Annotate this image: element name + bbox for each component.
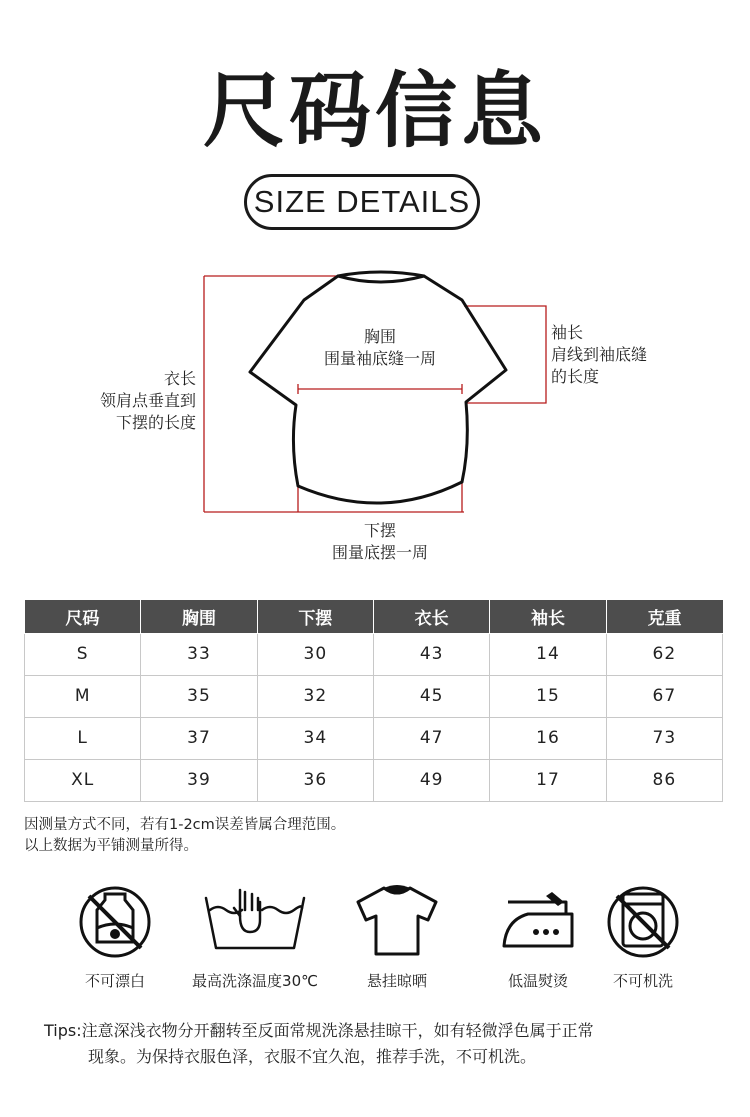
header-sleeve: 袖长	[490, 600, 606, 633]
cell-weight: 73	[606, 717, 722, 759]
no-bleach-icon	[40, 880, 190, 960]
length-label: 衣长	[163, 369, 196, 388]
no-machine-wash-icon	[568, 880, 718, 960]
care-item-wash-30	[180, 880, 330, 991]
cell-chest: 33	[141, 633, 257, 675]
sleeve-annotation	[551, 322, 647, 388]
chest-guide	[298, 384, 462, 394]
garment-diagram	[0, 260, 750, 580]
cell-length: 43	[373, 633, 489, 675]
cell-sleeve: 15	[490, 675, 606, 717]
table-row	[25, 633, 723, 675]
care-tips	[44, 1018, 714, 1070]
care-instructions	[0, 880, 750, 1005]
cell-sleeve: 16	[490, 717, 606, 759]
cell-hem: 34	[257, 717, 373, 759]
hem-label: 下摆	[363, 521, 396, 540]
cell-weight: 62	[606, 633, 722, 675]
header-chest: 胸围	[141, 600, 257, 633]
care-label-low-iron: 低温熨烫	[507, 972, 568, 990]
cell-chest: 39	[141, 759, 257, 801]
cell-hem: 36	[257, 759, 373, 801]
header-size: 尺码	[25, 600, 141, 633]
cell-sleeve: 17	[490, 759, 606, 801]
hem-annotation	[290, 520, 470, 564]
wash-30-icon	[180, 880, 330, 960]
subtitle-text: SIZE DETAILS	[253, 184, 471, 219]
page-title: 尺码信息	[202, 64, 547, 159]
tshirt-outline	[250, 272, 506, 503]
tips-line-2: 现象。为保持衣服色泽，衣服不宜久泡，推荐手洗，不可机洗。	[88, 1047, 537, 1066]
cell-sleeve: 14	[490, 633, 606, 675]
header-weight: 克重	[606, 600, 722, 633]
cell-size: L	[25, 717, 141, 759]
size-table	[24, 600, 723, 802]
header-length: 衣长	[373, 600, 489, 633]
cell-weight: 67	[606, 675, 722, 717]
cell-size: M	[25, 675, 141, 717]
care-label-hang-dry: 悬挂晾晒	[366, 972, 427, 990]
length-desc-1: 领肩点垂直到	[99, 391, 196, 410]
note-line-2: 以上数据为平铺测量所得。	[24, 838, 198, 854]
cell-length: 49	[373, 759, 489, 801]
tips-line-1: Tips:注意深浅衣物分开翻转至反面常规洗涤悬挂晾干，如有轻微浮色属于正常	[44, 1021, 594, 1040]
cell-length: 47	[373, 717, 489, 759]
measurement-guides	[204, 276, 546, 512]
note-line-1: 因测量方式不同，若有1-2cm误差皆属合理范围。	[24, 817, 346, 833]
length-desc-2: 下摆的长度	[115, 413, 196, 432]
table-row	[25, 759, 723, 801]
cell-size: XL	[25, 759, 141, 801]
care-item-no-machine-wash	[568, 880, 718, 991]
cell-chest: 35	[141, 675, 257, 717]
hang-dry-icon	[322, 880, 472, 960]
chest-annotation	[290, 326, 470, 370]
hem-guide	[298, 482, 462, 512]
sleeve-desc-1: 肩线到袖底缝	[551, 345, 648, 364]
table-row	[25, 717, 723, 759]
cell-weight: 86	[606, 759, 722, 801]
table-row	[25, 675, 723, 717]
cell-hem: 32	[257, 675, 373, 717]
subtitle-badge	[244, 174, 480, 230]
care-item-no-bleach	[40, 880, 190, 991]
measurement-note	[24, 815, 345, 857]
care-label-no-bleach: 不可漂白	[84, 972, 145, 990]
header-hem: 下摆	[257, 600, 373, 633]
care-item-hang-dry	[322, 880, 472, 991]
cell-size: S	[25, 633, 141, 675]
sleeve-label: 袖长	[551, 323, 584, 342]
length-annotation	[100, 368, 196, 434]
sleeve-desc-2: 的长度	[551, 367, 600, 386]
cell-length: 45	[373, 675, 489, 717]
chest-label: 胸围	[363, 327, 396, 346]
hem-desc: 围量底摆一周	[331, 543, 428, 562]
cell-hem: 30	[257, 633, 373, 675]
table-header-row	[25, 600, 723, 633]
cell-chest: 37	[141, 717, 257, 759]
chest-desc: 围量袖底缝一周	[323, 349, 436, 368]
care-label-wash-30: 最高洗涤温度30℃	[192, 972, 318, 990]
care-label-no-machine-wash: 不可机洗	[612, 972, 673, 990]
